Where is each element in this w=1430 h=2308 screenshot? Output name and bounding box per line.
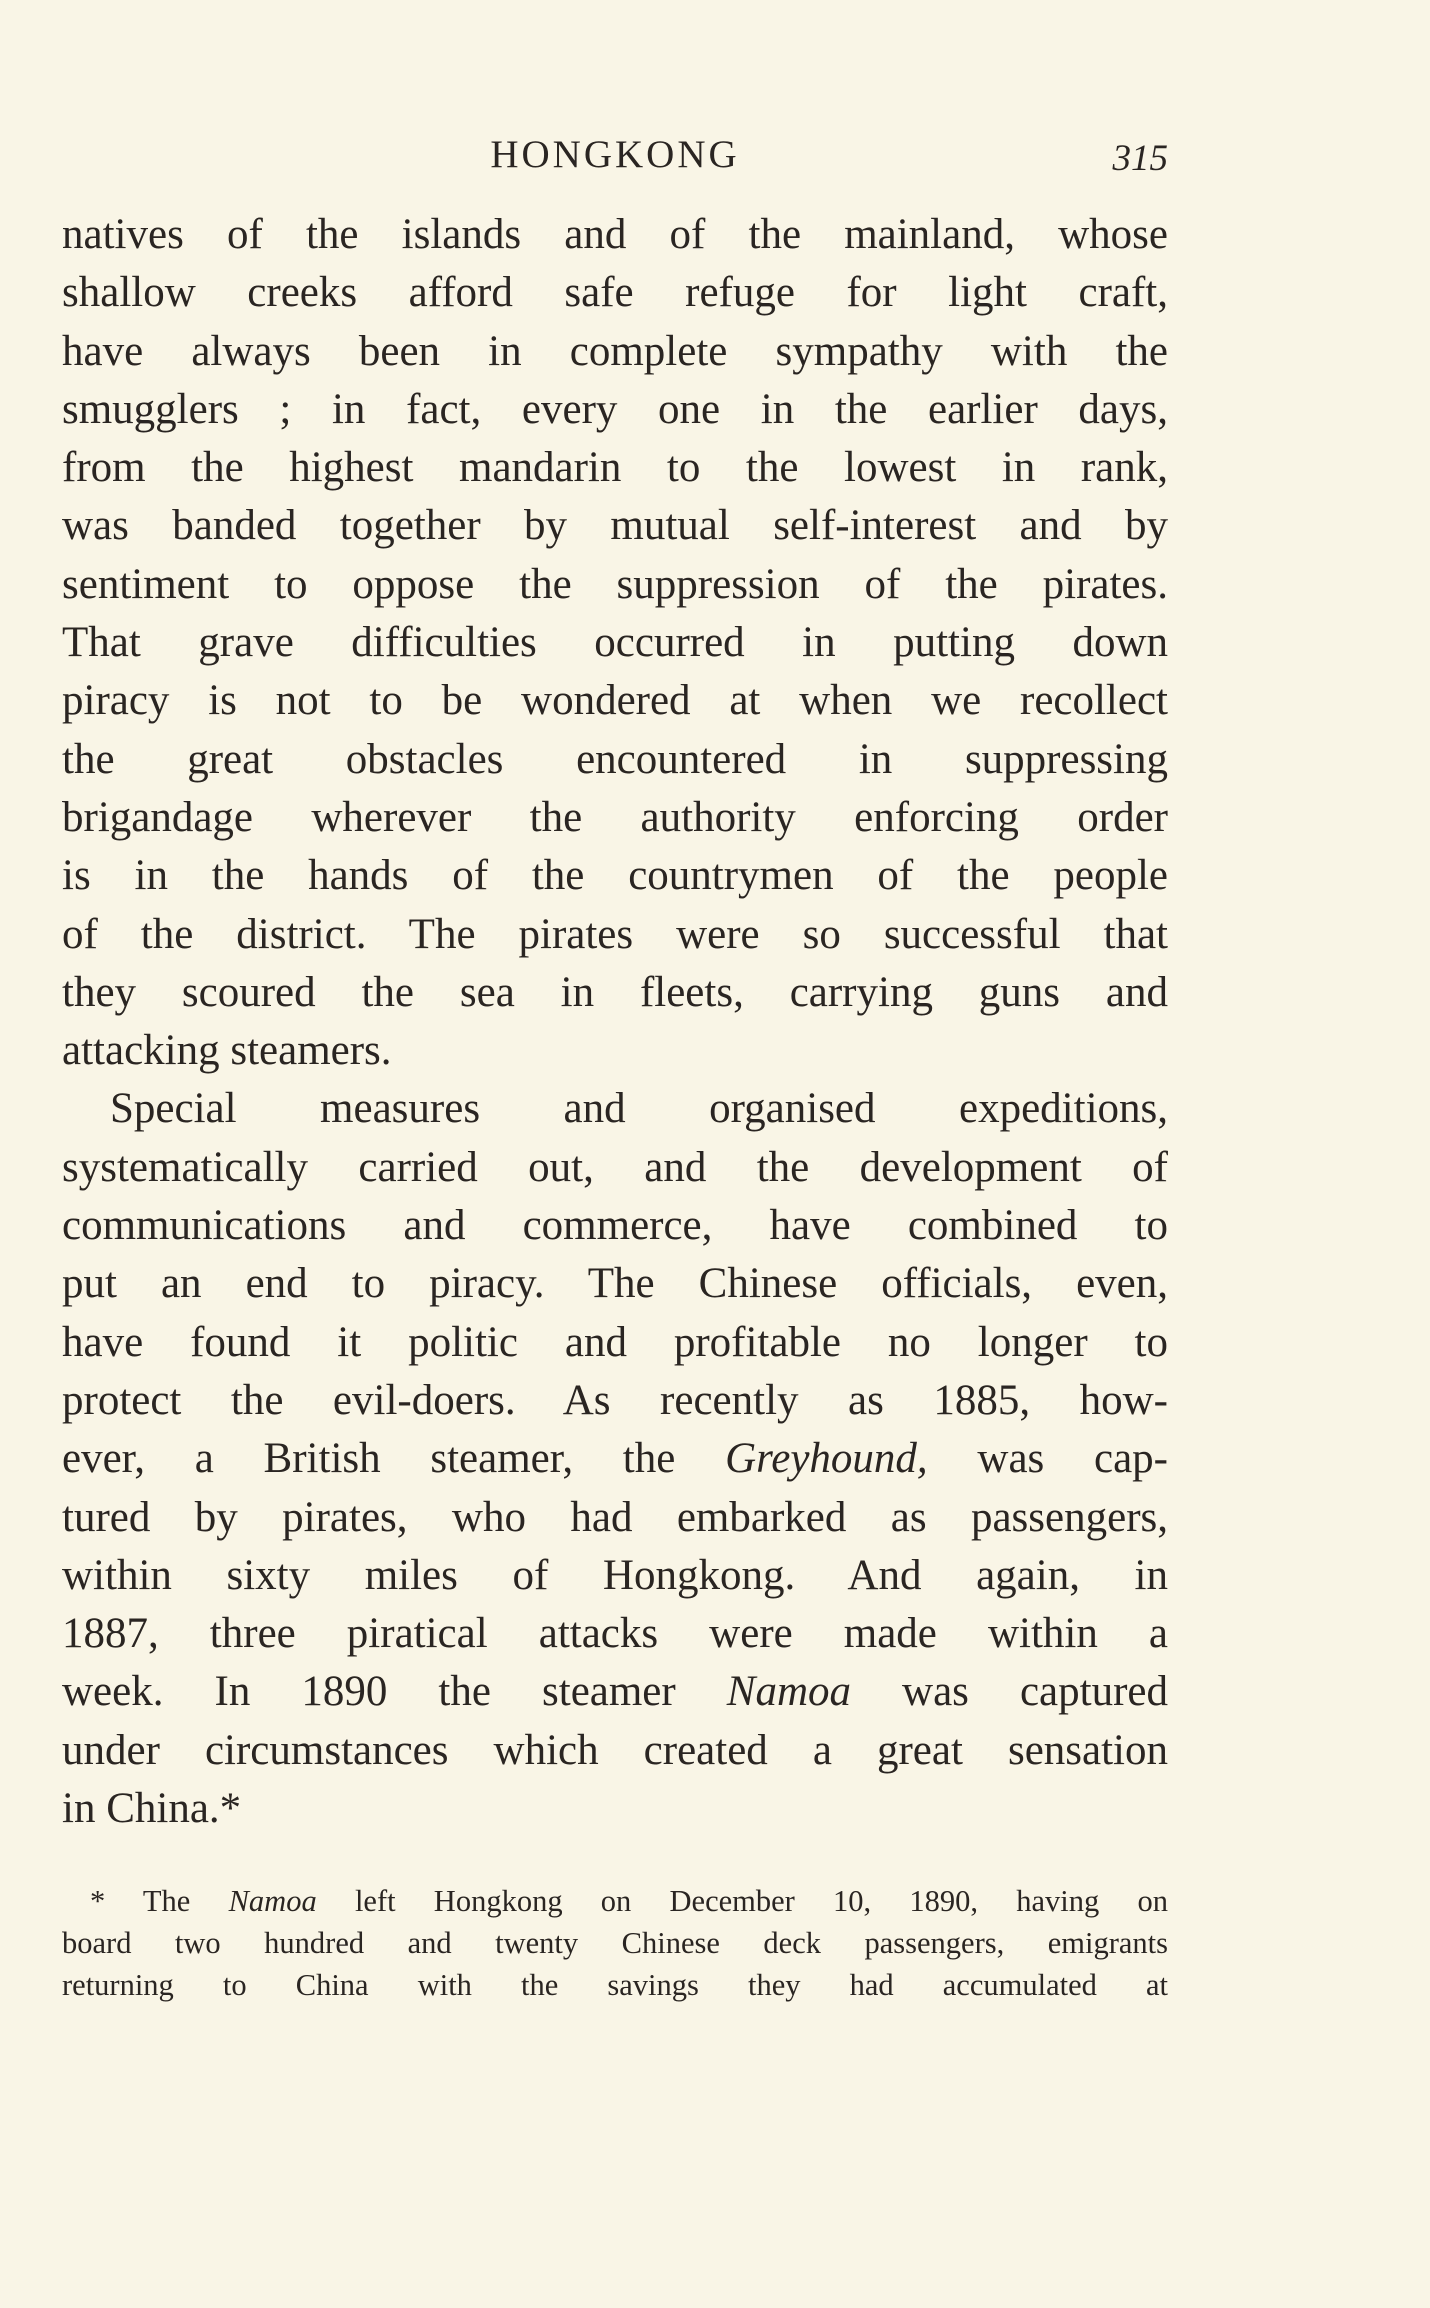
text-line: the great obstacles encountered in suppressing [62,735,1168,783]
text-segment: was cap- [977,1435,1169,1483]
text-line: from the highest mandarin to the lowest in rank, [62,444,1168,492]
text-segment: ever, a British steamer, the [62,1435,676,1483]
running-title: HONGKONG [490,133,740,176]
footnote-line: returning to China with the savings they had accumulated at [62,1968,1168,2002]
text-line: tured by pirates, who had embarked as passengers, [62,1493,1168,1541]
text-line: they scoured the sea in fleets, carrying guns and [62,968,1168,1016]
text-segment: was captured [902,1668,1168,1716]
text-line [62,1430,1168,1488]
paragraph-start-line: Special measures and organised expeditions, [110,1085,1168,1133]
text-line: piracy is not to be wondered at when we recollect [62,677,1168,725]
text-segment: week. In 1890 the steamer [62,1668,676,1716]
text-line: is in the hands of the countrymen of the people [62,852,1168,900]
ship-name-greyhound: Greyhound, [725,1435,928,1483]
text-line: within sixty miles of Hongkong. And again, in [62,1551,1168,1599]
ship-name-namoa: Namoa [726,1668,851,1716]
text-line: smugglers ; in fact, every one in the earlier days, [62,385,1168,433]
text-line: brigandage wherever the authority enforcing order [62,793,1168,841]
text-line: systematically carried out, and the development of [62,1143,1168,1191]
footnote-marker-segment: * The [90,1884,191,1918]
footnote [62,1880,1168,2006]
text-line [62,1663,1168,1721]
paragraph-end-line: attacking steamers. [62,1027,392,1075]
text-line: put an end to piracy. The Chinese officials, even, [62,1260,1168,1308]
text-line: natives of the islands and of the mainland, whose [62,211,1168,258]
paragraph-end-line: in China.* [62,1785,242,1833]
text-line: That grave difficulties occurred in putting down [62,619,1168,667]
footnote-ship-name-namoa: Namoa [228,1884,317,1918]
text-line: of the district. The pirates were so successful that [62,910,1168,958]
text-line: 1887, three piratical attacks were made within a [62,1610,1168,1658]
footnote-line [62,1880,1168,1922]
page-number: 315 [1112,138,1168,179]
text-line: was banded together by mutual self-interest and by [62,502,1168,550]
text-line: communications and commerce, have combined to [62,1202,1168,1250]
running-header [62,130,1168,180]
text-line: have always been in complete sympathy with the [62,327,1168,375]
text-line: have found it politic and profitable no longer to [62,1318,1168,1366]
text-line: under circumstances which created a great sensation [62,1726,1168,1774]
text-segment: left Hongkong on December 10, 1890, having on [354,1884,1168,1918]
body-text [62,206,1168,1838]
footnote-line: board two hundred and twenty Chinese deck passengers, emigrants [62,1926,1168,1960]
text-line: shallow creeks afford safe refuge for light craft, [62,269,1168,317]
text-line: protect the evil-doers. As recently as 1885, how- [62,1376,1168,1424]
text-line: sentiment to oppose the suppression of the pirates. [62,560,1168,608]
